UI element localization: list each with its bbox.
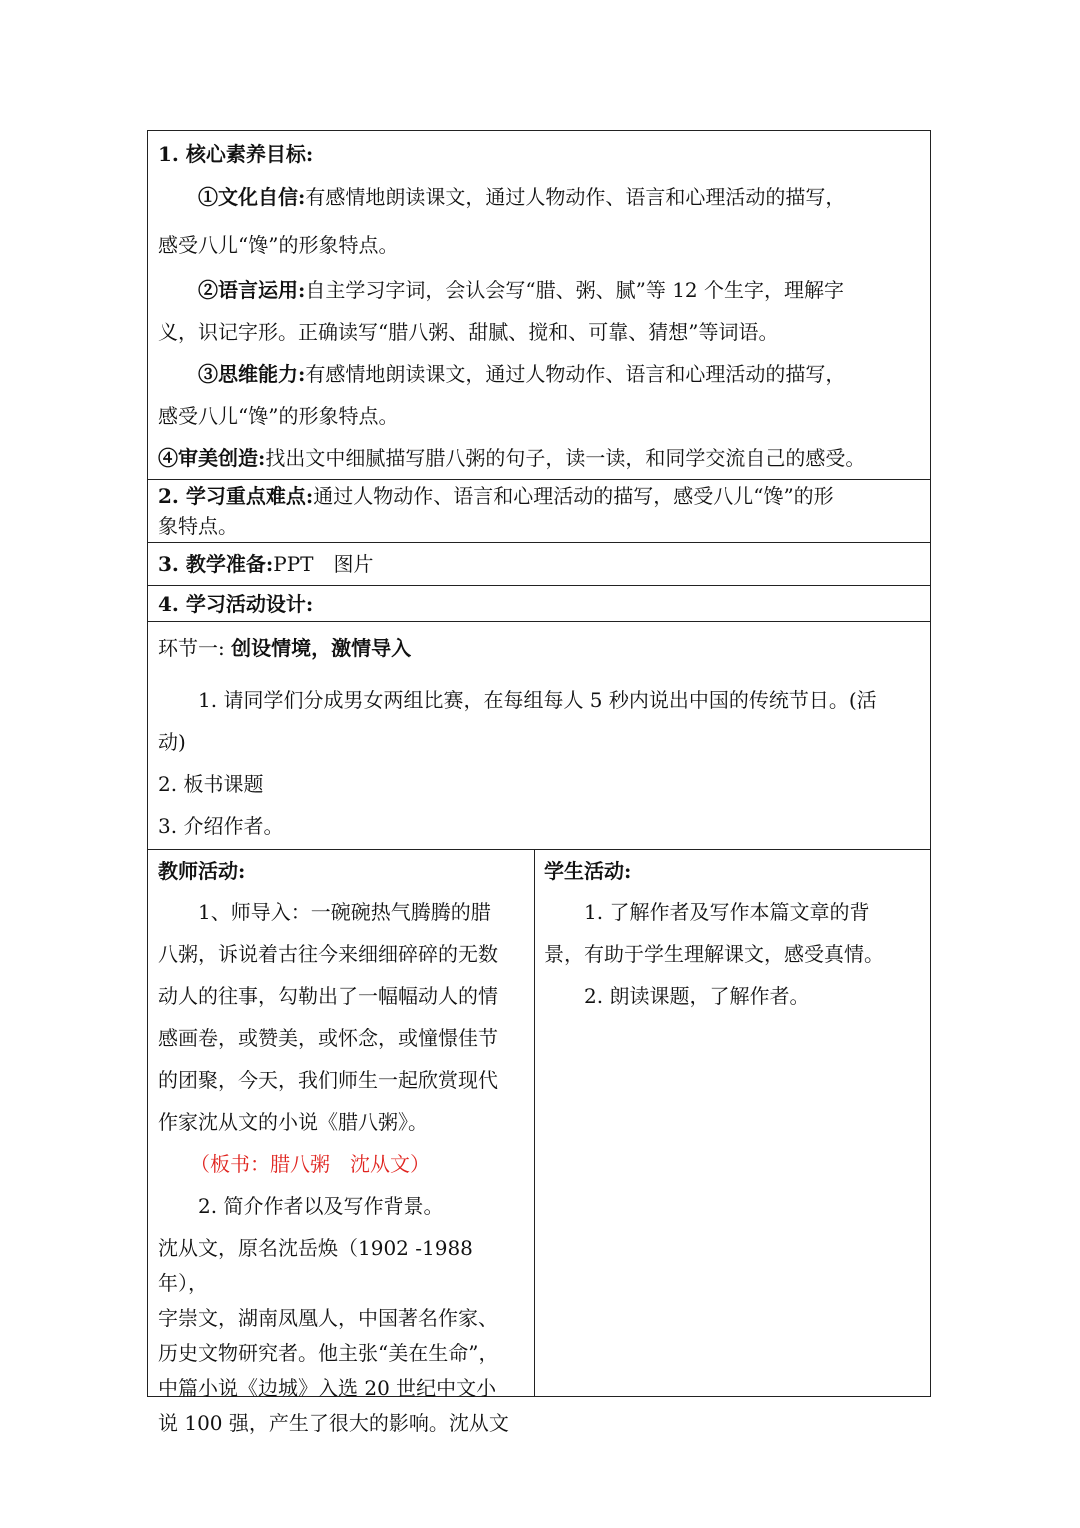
teacher-author-intro: 2. 简介作者以及写作背景。 <box>198 1194 444 1218</box>
goal-language-label: ②语言运用: <box>198 278 306 302</box>
goal-culture-text: 有感情地朗读课文，通过人物动作、语言和心理活动的描写， <box>305 185 846 209</box>
student-activity-heading: 学生活动: <box>544 859 632 883</box>
student-item-1: 1. 了解作者及写作本篇文章的背 <box>584 900 870 924</box>
preparation-text: PPT 图片 <box>273 552 374 576</box>
goal-aesthetic-text: 找出文中细腻描写腊八粥的句子，读一读，和同学交流自己的感受。 <box>265 446 866 470</box>
board-note: （板书：腊八粥 沈从文） <box>190 1152 430 1176</box>
author-bio-line: 沈从文，原名沈岳焕（1902 -1988 年）， <box>158 1236 473 1295</box>
author-bio-line: 中篇小说《边城》入选 20 世纪中文小 <box>158 1376 497 1400</box>
goal-language-text-cont: 义，识记字形。正确读写“腊八粥、甜腻、搅和、可靠、猜想”等词语。 <box>158 320 779 344</box>
activity-design-label: 4. 学习活动设计: <box>158 592 314 616</box>
stage-one-item-1-cont: 动) <box>158 730 186 754</box>
teacher-intro-line: 1、师导入：一碗碗热气腾腾的腊 <box>198 900 491 924</box>
stage-one-heading: 创设情境，激情导入 <box>231 636 412 660</box>
teacher-intro-line: 动人的往事，勾勒出了一幅幅动人的情 <box>158 984 498 1008</box>
teacher-intro-line: 作家沈从文的小说《腊八粥》。 <box>158 1110 428 1134</box>
lesson-plan-table <box>147 130 931 1435</box>
goal-thinking-text: 有感情地朗读课文，通过人物动作、语言和心理活动的描写， <box>305 362 846 386</box>
key-difficulties-text: 通过人物动作、语言和心理活动的描写，感受八儿“馋”的形 <box>313 484 834 508</box>
core-goals-title: 1. 核心素养目标: <box>158 142 314 166</box>
row-divider <box>148 585 930 586</box>
teacher-activity-heading: 教师活动: <box>158 859 246 883</box>
author-bio-line: 说 100 强，产生了很大的影响。沈从文 <box>158 1411 509 1435</box>
key-difficulties-text-cont: 象特点。 <box>158 514 238 538</box>
row-divider <box>148 621 930 622</box>
student-item-1-cont: 景，有助于学生理解课文，感受真情。 <box>544 942 884 966</box>
goal-language-text: 自主学习字词，会认会写“腊、粥、腻”等 12 个生字，理解字 <box>305 278 845 302</box>
stage-one-item-3: 3. 介绍作者。 <box>158 814 284 838</box>
section-core-goals <box>158 133 922 479</box>
section-preparation <box>158 543 922 585</box>
teacher-intro-line: 的团聚，今天，我们师生一起欣赏现代 <box>158 1068 498 1092</box>
teacher-intro-line: 八粥，诉说着古往今来细细碎碎的无数 <box>158 942 498 966</box>
section-stage-one <box>158 627 922 847</box>
goal-thinking-label: ③思维能力: <box>198 362 306 386</box>
student-activity-column <box>544 851 922 1017</box>
goal-thinking-text-cont: 感受八儿“馋”的形象特点。 <box>158 404 399 428</box>
column-divider <box>534 849 535 1396</box>
row-divider <box>148 849 930 850</box>
section-activity-design <box>158 587 922 621</box>
row-divider <box>148 479 930 480</box>
author-bio-line: 历史文物研究者。他主张“美在生命”， <box>158 1341 499 1365</box>
teacher-activity-column <box>158 851 526 1441</box>
goal-culture-text-cont: 感受八儿“馋”的形象特点。 <box>158 233 399 257</box>
stage-one-prefix: 环节一: <box>158 636 225 660</box>
preparation-label: 3. 教学准备: <box>158 552 274 576</box>
author-bio-line: 字崇文，湖南凤凰人，中国著名作家、 <box>158 1306 498 1330</box>
stage-one-item-1: 1. 请同学们分成男女两组比赛，在每组每人 5 秒内说出中国的传统节日。(活 <box>198 688 877 712</box>
goal-culture-label: ①文化自信: <box>198 185 306 209</box>
stage-one-item-2: 2. 板书课题 <box>158 772 264 796</box>
teacher-intro-line: 感画卷，或赞美，或怀念，或憧憬佳节 <box>158 1026 498 1050</box>
goal-aesthetic-label: ④审美创造: <box>158 446 266 470</box>
section-key-difficulties <box>158 481 922 541</box>
key-difficulties-label: 2. 学习重点难点: <box>158 484 314 508</box>
student-item-2: 2. 朗读课题，了解作者。 <box>584 984 810 1008</box>
